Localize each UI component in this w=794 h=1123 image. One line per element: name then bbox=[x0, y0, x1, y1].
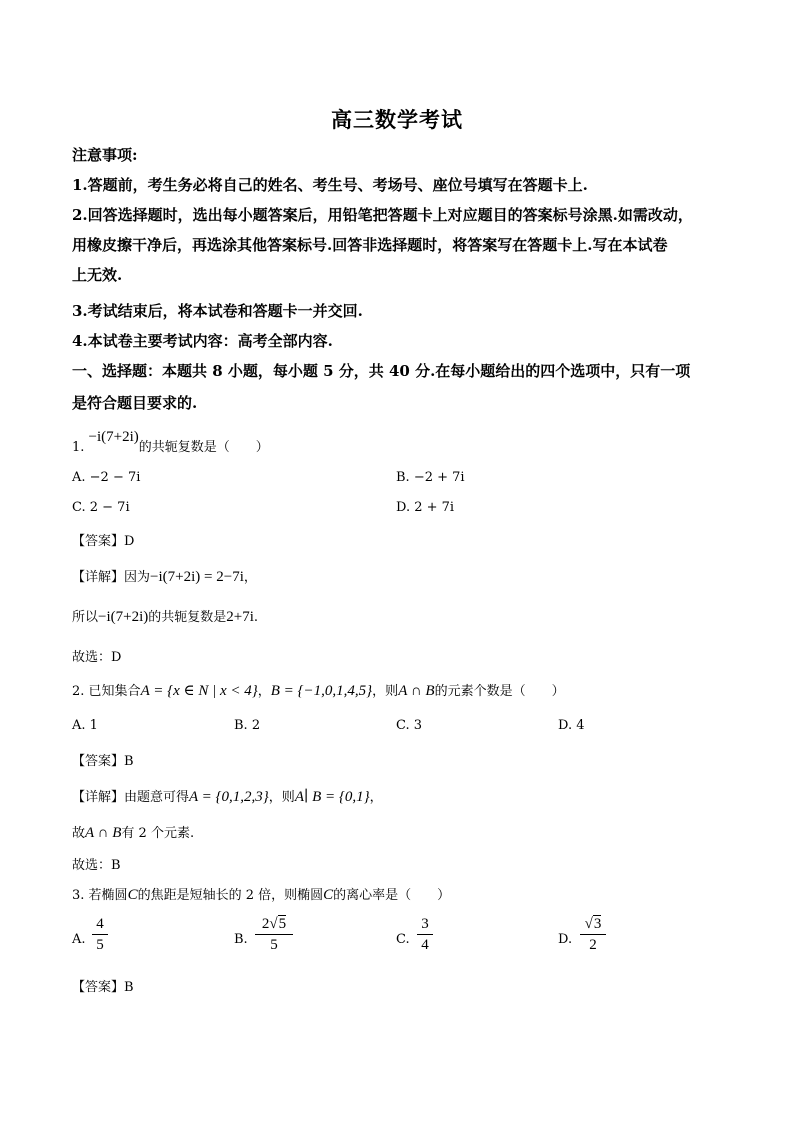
q2-option-b: B. 2 bbox=[234, 718, 261, 733]
q3-number: 3. bbox=[72, 888, 85, 903]
q1-so-end: . bbox=[253, 610, 259, 625]
q1-option-c: C. 2 − 7i bbox=[72, 500, 130, 515]
q3-option-c-denominator: 4 bbox=[421, 937, 429, 953]
q3-c2: C bbox=[323, 887, 334, 903]
q2-detail bbox=[72, 786, 383, 806]
q2-set-b: B = {−1,0,1,4,5} bbox=[270, 683, 373, 699]
q2-so-expression: A ∩ B bbox=[85, 825, 122, 841]
q3-option-b-radicand: 5 bbox=[278, 916, 287, 932]
q1-detail-expression: −i(7+2i) = 2−7i bbox=[150, 569, 244, 585]
q3-option-b-label: B. bbox=[234, 932, 248, 947]
q3-c1: C bbox=[127, 887, 138, 903]
q2-option-d: D. 4 bbox=[558, 718, 585, 733]
q3-option-d-label: D. bbox=[558, 932, 573, 947]
q1-so-mid: 的共轭复数是 bbox=[148, 610, 227, 625]
q1-text: 的共轭复数是（ ） bbox=[138, 440, 269, 455]
q1-detail-pre: 因为 bbox=[124, 570, 151, 585]
q3-option-c-label: C. bbox=[396, 932, 410, 947]
q1-detail bbox=[72, 566, 257, 586]
q2-set-a: A = {x ∈ N | x < 4} bbox=[140, 683, 258, 699]
q3-option-c-numerator: 3 bbox=[421, 916, 429, 932]
q1-option-b: B. −2 + 7i bbox=[396, 470, 465, 485]
q3-option-a-denominator: 5 bbox=[96, 937, 104, 953]
notice-item-1: 1.答题前，考生务必将自己的姓名、考生号、考场号、座位号填写在答题卡上. bbox=[72, 176, 588, 194]
q2-intersection: A ∩ B bbox=[398, 683, 435, 699]
q1-detail-post: ， bbox=[243, 570, 257, 585]
q3-option-a-label: A. bbox=[72, 932, 86, 947]
section-heading-line-1: 一、选择题：本题共 8 小题，每小题 5 分，共 40 分.在每小题给出的四个选项中，只有一项 bbox=[72, 362, 691, 380]
q2-option-c: C. 3 bbox=[396, 718, 423, 733]
notice-item-2-line-2: 用橡皮擦干净后，再选涂其他答案标号.回答非选择题时，将答案写在答题卡上.写在本试卷 bbox=[72, 236, 668, 254]
q2-post: 的元素个数是（ ） bbox=[434, 684, 565, 699]
notice-item-2-line-1: 2.回答选择题时，选出每小题答案后，用铅笔把答题卡上对应题目的答案标号涂黑.如需改动， bbox=[72, 206, 693, 224]
q1-detail-label: 【详解】 bbox=[72, 570, 125, 585]
q2-detail-post: ， bbox=[369, 790, 383, 805]
notice-item-3: 3.考试结束后，将本试卷和答题卡一并交回. bbox=[72, 302, 363, 320]
q3-option-b-fraction bbox=[255, 916, 293, 953]
q3-option-b-coef: 2 bbox=[261, 916, 270, 932]
q1-option-a: A. −2 − 7i bbox=[72, 470, 141, 485]
q2-so-post: 有 2 个元素. bbox=[121, 826, 195, 841]
q3-answer: 【答案】B bbox=[72, 980, 134, 995]
q2-detail-label: 【详解】 bbox=[72, 790, 125, 805]
q2-number: 2. bbox=[72, 684, 85, 699]
q2-choose: 故选：B bbox=[72, 858, 121, 873]
q3-mid: 的焦距是短轴长的 2 倍，则椭圆 bbox=[137, 888, 324, 903]
q2-detail-mid: ，则 bbox=[268, 790, 295, 805]
q3-option-d-fraction bbox=[580, 916, 606, 953]
q3-option-d-numerator: √3 bbox=[584, 916, 602, 932]
q1-answer: 【答案】D bbox=[72, 534, 135, 549]
q3-post: 的离心率是（ ） bbox=[333, 888, 451, 903]
q1-expression: −i(7+2i) bbox=[88, 429, 139, 445]
q1-so-expression: −i(7+2i) bbox=[98, 609, 149, 625]
q2-mid: ，则 bbox=[372, 684, 399, 699]
q3-option-a-numerator: 4 bbox=[96, 916, 104, 932]
q3-option-d-denominator: 2 bbox=[589, 937, 597, 953]
q1-choose: 故选：D bbox=[72, 650, 122, 665]
q3-option-b-numerator: 2√5 bbox=[261, 916, 287, 932]
q1-so-pre: 所以 bbox=[72, 610, 99, 625]
q1-option-d: D. 2 + 7i bbox=[396, 500, 455, 515]
q1-stem bbox=[72, 429, 269, 456]
notice-item-4: 4.本试卷主要考试内容：高考全部内容. bbox=[72, 332, 333, 350]
q3-pre: 若椭圆 bbox=[88, 888, 128, 903]
q2-stem bbox=[72, 680, 565, 700]
q2-detail-pre: 由题意可得 bbox=[124, 790, 190, 805]
notice-item-2-line-3: 上无效. bbox=[72, 266, 123, 284]
q2-answer: 【答案】B bbox=[72, 754, 134, 769]
q1-conclusion bbox=[72, 606, 258, 626]
q2-option-a: A. 1 bbox=[72, 718, 98, 733]
q3-option-b-denominator: 5 bbox=[270, 937, 278, 953]
q2-detail-set-a: A = {0,1,2,3} bbox=[189, 789, 269, 805]
q2-detail-intersection: A∣ B = {0,1} bbox=[294, 789, 370, 805]
notice-heading: 注意事项: bbox=[72, 146, 138, 164]
q1-so-value: 2+7i bbox=[226, 609, 254, 625]
q3-option-a-fraction bbox=[92, 916, 108, 953]
q1-number: 1. bbox=[72, 440, 85, 455]
q2-so-pre: 故 bbox=[72, 826, 86, 841]
q2-conclusion bbox=[72, 822, 194, 842]
q2-comma: ， bbox=[257, 684, 271, 699]
q3-stem bbox=[72, 884, 450, 904]
page-title: 高三数学考试 bbox=[331, 107, 463, 132]
q3-option-d-radicand: 3 bbox=[593, 916, 602, 932]
q3-option-c-fraction bbox=[417, 916, 433, 953]
q2-pre: 已知集合 bbox=[88, 684, 141, 699]
section-heading-line-2: 是符合题目要求的. bbox=[72, 394, 198, 412]
